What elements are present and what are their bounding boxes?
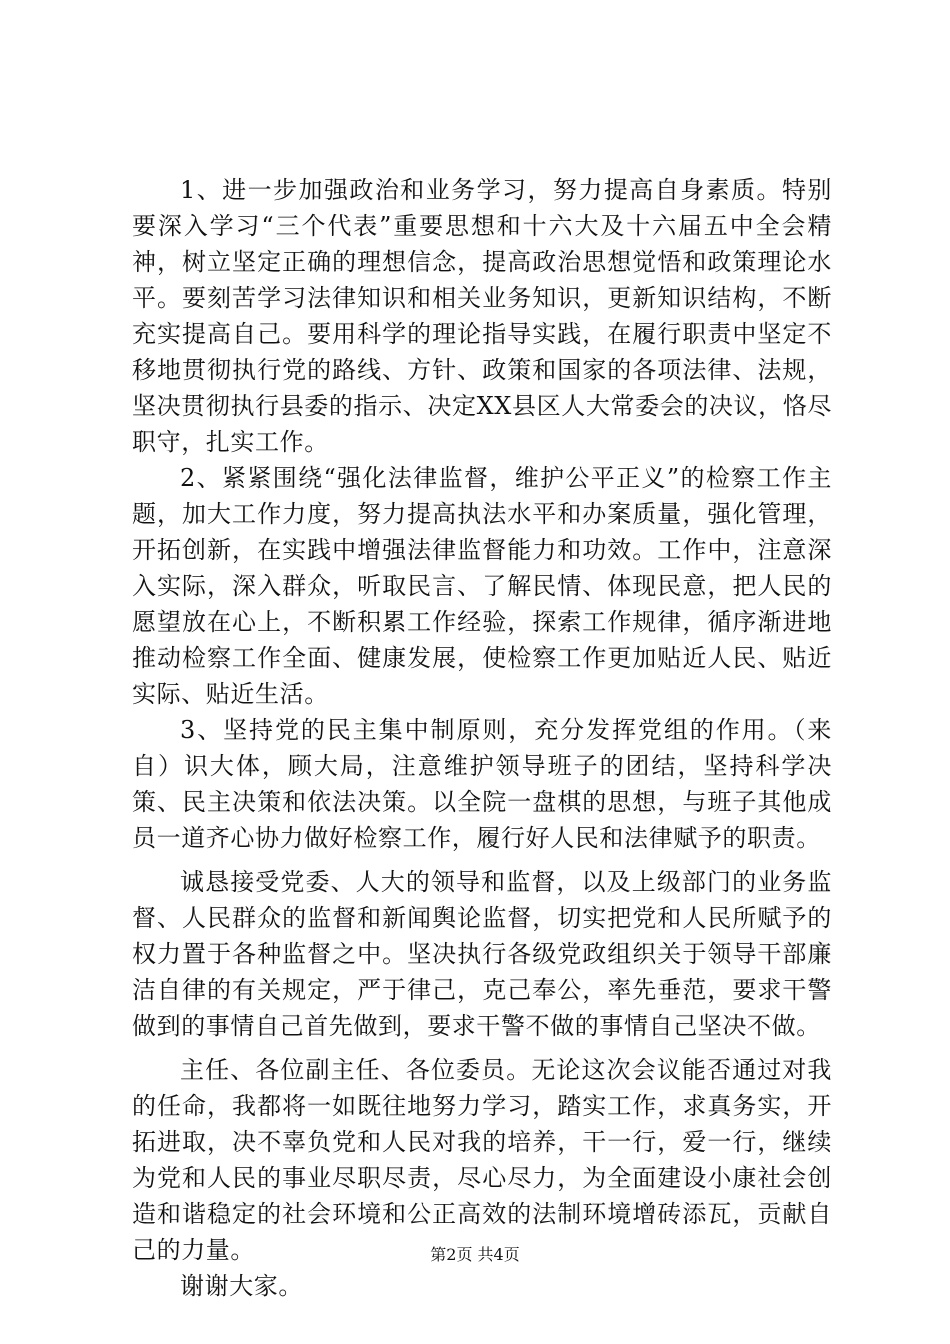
- paragraph-democratic-centralism: 3、坚持党的民主集中制原则，充分发挥党组的作用。（来自）识大体，顾大局，注意维护领导班子的团结，坚持科学决策、民主决策和依法决策。以全院一盘棋的思想，与班子其他成员一道齐心协力做好检察工作，履行好人民和法律赋予的职责。: [132, 716, 832, 852]
- page-number-footer: 第2页 共4页: [430, 1245, 520, 1264]
- paragraph-commitment: 主任、各位副主任、各位委员。无论这次会议能否通过对我的任命，我都将一如既往地努力学习，踏实工作，求真务实，开拓进取，决不辜负党和人民对我的培养，干一行，爱一行，继续为党和人民的事业尽职尽责，尽心尽力，为全面建设小康社会创造和谐稳定的社会环境和公正高效的法制环境增砖添瓦，贡献自己的力量。: [132, 1056, 832, 1264]
- paragraph-prosecution-work: 2、紧紧围绕“强化法律监督，维护公平正义”的检察工作主题，加大工作力度，努力提高执法水平和办案质量，强化管理，开拓创新，在实践中增强法律监督能力和功效。工作中，注意深入实际，深入群众，听取民言、了解民情、体现民意，把人民的愿望放在心上，不断积累工作经验，探索工作规律，循序渐进地推动检察工作全面、健康发展，使检察工作更加贴近人民、贴近实际、贴近生活。: [132, 464, 832, 708]
- paragraph-supervision: 诚恳接受党委、人大的领导和监督，以及上级部门的业务监督、人民群众的监督和新闻舆论监督，切实把党和人民所赋予的权力置于各种监督之中。坚决执行各级党政组织关于领导干部廉洁自律的有关规定，严于律己，克己奉公，率先垂范，要求干警做到的事情自己首先做到，要求干警不做的事情自己坚决不做。: [132, 868, 832, 1040]
- paragraph-study: 1、进一步加强政治和业务学习，努力提高自身素质。特别要深入学习“三个代表”重要思想和十六大及十六届五中全会精神，树立坚定正确的理想信念，提高政治思想觉悟和政策理论水平。要刻苦学习法律知识和相关业务知识，更新知识结构，不断充实提高自己。要用科学的理论指导实践，在履行职责中坚定不移地贯彻执行党的路线、方针、政策和国家的各项法律、法规，坚决贯彻执行县委的指示、决定XX县区人大常委会的决议，恪尽职守，扎实工作。: [132, 176, 832, 456]
- document-body: [132, 172, 832, 1304]
- paragraph-thanks: 谢谢大家。: [180, 1272, 303, 1300]
